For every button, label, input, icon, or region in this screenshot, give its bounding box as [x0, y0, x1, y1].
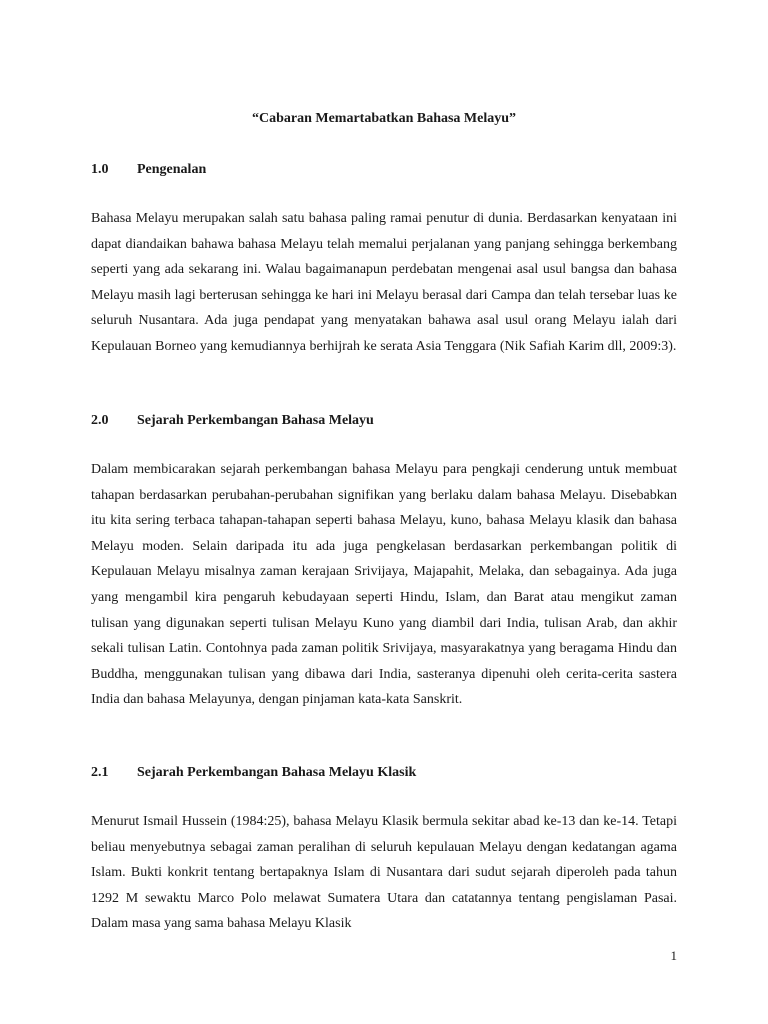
section-number: 2.1 — [91, 765, 109, 780]
section-number: 1.0 — [91, 162, 109, 177]
section-paragraph-2-0: Dalam membicarakan sejarah perkembangan bahasa Melayu para pengkaji cenderung untuk membuat tahapan berdasarkan perubahan-perubahan signifikan yang berlaku dalam bahasa Melayu. Disebabkan itu kita sering terbaca tahapan-tahapan seperti bahasa Melayu, kuno, bahasa Melayu klasik dan bahasa Melayu moden. Selain daripada itu ada juga pengkelasan berdasarkan perkembangan politik di Kepulauan Melayu misalnya zaman kerajaan Srivijaya, Majapahit, Melaka, dan sebagainya. Ada juga yang mengambil kira pengaruh kebudayaan seperti Hindu, Islam, dan Barat atau mengikut zaman tulisan yang digunakan seperti tulisan Melayu Kuno yang diambil dari India, tulisan Arab, dan akhir sekali tulisan Latin. Contohnya pada zaman politik Srivijaya, masyarakatnya yang beragama Hindu dan Buddha, menggunakan tulisan yang dibawa dari India, sasteranya dipenuhi oleh cerita-cerita sastera India dan bahasa Melayunya, dengan pinjaman kata-kata Sanskrit. — [91, 462, 677, 708]
section-paragraph-2-1: Menurut Ismail Hussein (1984:25), bahasa Melayu Klasik bermula sekitar abad ke-13 dan ke-14. Tetapi beliau menyebutnya sebagai zaman peralihan di seluruh kepulauan Melayu dengan kedatangan agama Islam. Bukti konkrit tentang bertapaknya Islam di Nusantara dari sudut sejarah diperoleh pada tahun 1292 M sewaktu Marco Polo melawat Sumatera Utara dan catatannya tentang pengislaman Pasai. Dalam masa yang sama bahasa Melayu Klasik — [91, 814, 677, 932]
page-number: 1 — [670, 948, 677, 963]
section-title: Pengenalan — [137, 162, 207, 177]
section-title: Sejarah Perkembangan Bahasa Melayu — [137, 413, 374, 428]
section-heading-2-1 — [91, 764, 416, 782]
section-number: 2.0 — [91, 413, 109, 428]
document-title: “Cabaran Memartabatkan Bahasa Melayu” — [251, 111, 517, 126]
section-title: Sejarah Perkembangan Bahasa Melayu Klasik — [137, 765, 417, 780]
section-paragraph-1-0: Bahasa Melayu merupakan salah satu bahasa paling ramai penutur di dunia. Berdasarkan kenyataan ini dapat diandaikan bahawa bahasa Melayu telah memalui perjalanan yang panjang sehingga berkembang seperti yang ada sekarang ini. Walau bagaimanapun perdebatan mengenai asal usul bangsa dan bahasa Melayu masih lagi berterusan sehingga ke hari ini Melayu berasal dari Campa dan telah tersebar luas ke seluruh Nusantara. Ada juga pendapat yang menyatakan bahawa asal usul orang Melayu ialah dari Kepulauan Borneo yang kemudiannya berhijrah ke serata Asia Tenggara (Nik Safiah Karim dll, 2009:3). — [91, 211, 677, 354]
section-heading-1-0 — [91, 161, 206, 179]
section-heading-2-0 — [91, 412, 374, 430]
